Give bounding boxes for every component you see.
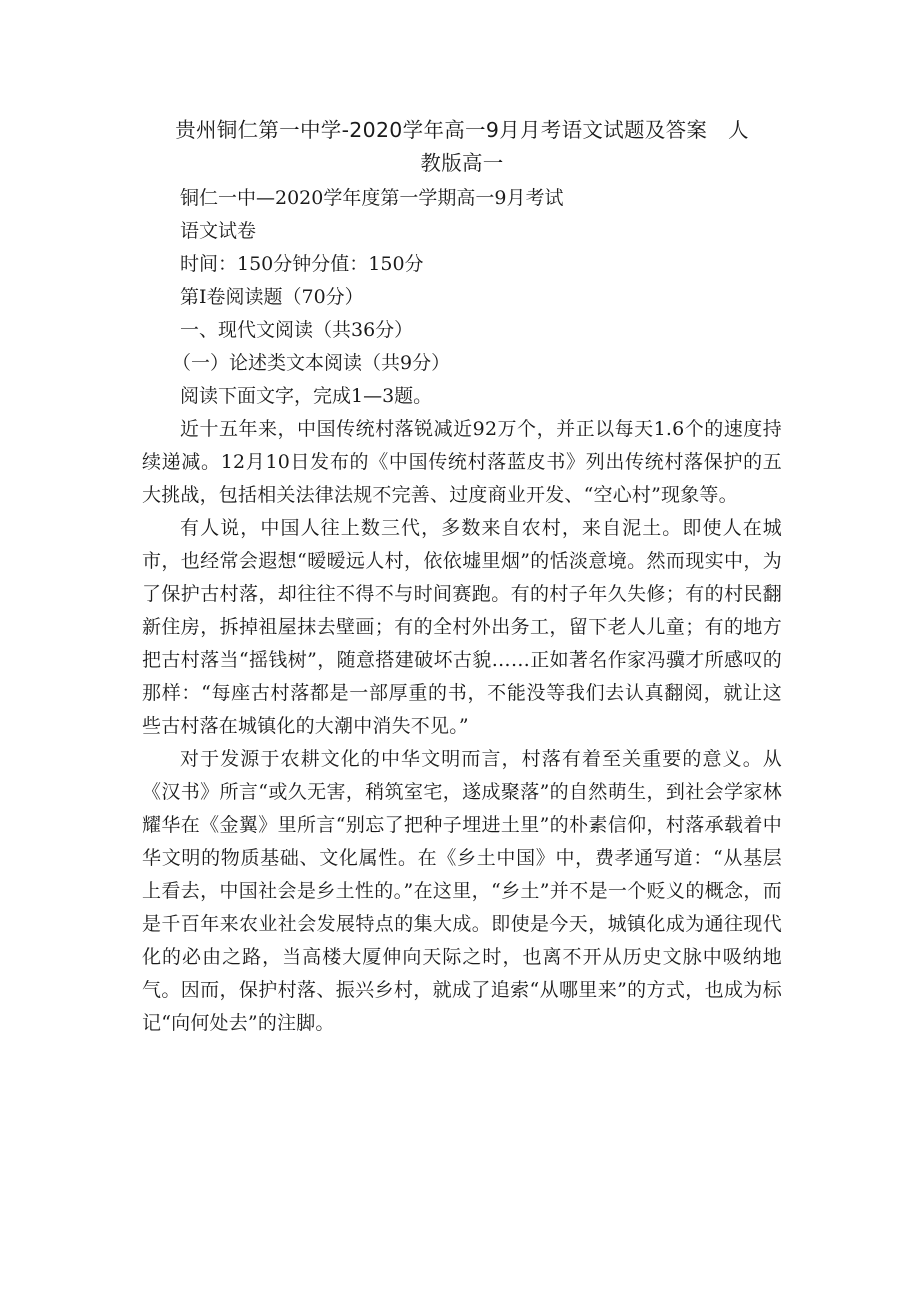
subsection-heading: （一）论述类文本阅读（共9分） (172, 352, 451, 374)
time-score-line: 时间：150分钟分值：150分 (180, 253, 424, 275)
paragraph: 对于发源于农耕文化的中华文明而言，村落有着至关重要的意义。从《汉书》所言“或久无害，稍筑室宅，遂成聚落”的自然萌生，到社会学家林耀华在《金翼》里所言“别忘了把种子埋进土里”的朴素信仰，村落承载着中华文明的物质基础、文化属性。在《乡土中国》中，费孝通写道：“从基层上看去，中国社会是乡土性的。”在这里，“乡土”并不是一个贬义的概念，而是千百年来农业社会发展特点的集大成。即使是今天，城镇化成为通往现代化的必由之路，当高楼大厦伸向天际之时，也离不开从历史文脉中吸纳地气。因而，保护村落、振兴乡村，就成了追索“从哪里来”的方式，也成为标记“向何处去”的注脚。 (142, 748, 782, 1034)
paragraph: 有人说，中国人往上数三代，多数来自农村，来自泥土。即使人在城市，也经常会遐想“暧暧远人村，依依墟里烟”的恬淡意境。然而现实中，为了保护古村落，却往往不得不与时间赛跑。有的村子年久失修；有的村民翻新住房，拆掉祖屋抹去壁画；有的全村外出务工，留下老人儿童；有的地方把古村落当“摇钱树”，随意搭建破坏古貌……正如著名作家冯骥才所感叹的那样：“每座古村落都是一部厚重的书，不能没等我们去认真翻阅，就让这些古村落在城镇化的大潮中消失不见。” (142, 517, 782, 737)
document-title (142, 114, 782, 180)
subject-line: 语文试卷 (180, 220, 257, 242)
exam-title: 铜仁一中—2020学年度第一学期高一9月考试 (180, 187, 564, 209)
instruction-line: 阅读下面文字，完成1—3题。 (180, 385, 433, 407)
document-page (142, 114, 782, 1040)
paragraph: 近十五年来，中国传统村落锐减近92万个，并正以每天1.6个的速度持续递减。12月10日发布的《中国传统村落蓝皮书》列出传统村落保护的五大挑战，包括相关法律法规不完善、过度商业开发、“空心村”现象等。 (142, 418, 782, 506)
title-line-1: 贵州铜仁第一中学-2020学年高一9月月考语文试题及答案 人 (175, 118, 749, 142)
title-line-2: 教版高一 (420, 151, 504, 175)
part-heading: 第Ⅰ卷阅读题（70分） (180, 286, 364, 308)
section-heading: 一、现代文阅读（共36分） (180, 319, 414, 341)
